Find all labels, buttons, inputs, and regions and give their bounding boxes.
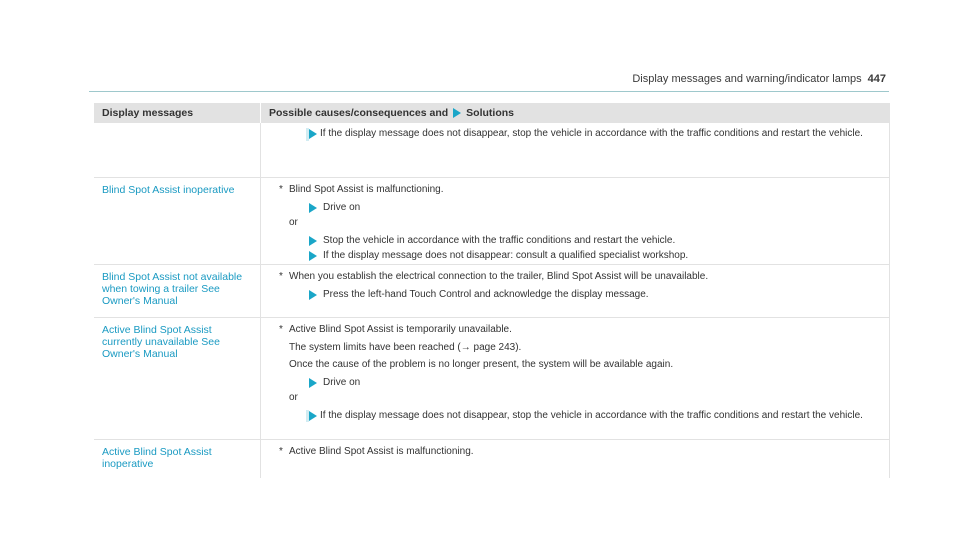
col-header-messages: Display messages (94, 103, 261, 123)
message-cell: Active Blind Spot Assist inoperative (94, 440, 261, 478)
solution-step: If the display message does not disappear: consult a qualified specialist workshop. (279, 250, 879, 263)
triangle-right-icon (309, 202, 323, 215)
table-row (94, 178, 890, 265)
cause-line: * Active Blind Spot Assist is temporarily unavailable. (279, 324, 512, 335)
solution-cell (261, 178, 890, 264)
section-title: Display messages and warning/indicator lamps (632, 73, 862, 85)
triangle-right-icon (453, 108, 461, 118)
solution-step: Drive on (279, 202, 879, 215)
table-header (94, 103, 890, 123)
solution-step: Drive on (279, 377, 879, 390)
message-cell: Blind Spot Assist inoperative (94, 178, 261, 264)
solution-step: If the display message does not disappear, stop the vehicle in accordance with the traffic conditions and restart the vehicle. (279, 410, 879, 423)
solution-cell (261, 318, 890, 439)
triangle-right-icon (306, 410, 320, 423)
solution-cell (261, 265, 890, 317)
solution-step: Stop the vehicle in accordance with the traffic conditions and restart the vehicle. (279, 235, 879, 248)
solution-cell (261, 440, 890, 478)
table-row (94, 440, 890, 478)
table-row (94, 265, 890, 318)
display-messages-table (94, 103, 890, 478)
triangle-right-icon (309, 377, 323, 390)
col-header-causes (261, 107, 890, 119)
table-row (94, 123, 890, 178)
table-row (94, 318, 890, 440)
message-cell: Blind Spot Assist not available when towing a trailer See Owner's Manual (94, 265, 261, 317)
page-number: 447 (867, 73, 886, 85)
or-text: or (289, 217, 298, 228)
header-rule (89, 91, 889, 92)
info-line: Once the cause of the problem is no longer present, the system will be available again. (289, 359, 674, 370)
triangle-right-icon (309, 289, 323, 302)
cause-line: * Blind Spot Assist is malfunctioning. (279, 184, 444, 195)
message-cell: Active Blind Spot Assist currently unavailable See Owner's Manual (94, 318, 261, 439)
page-header (632, 73, 886, 85)
col-header-causes-label: Possible causes/consequences and (269, 107, 449, 119)
or-text: or (289, 392, 298, 403)
cause-line: * Active Blind Spot Assist is malfunctioning. (279, 446, 474, 457)
solution-step: If the display message does not disappear, stop the vehicle in accordance with the traffic conditions and restart the vehicle. (279, 128, 879, 141)
info-line: The system limits have been reached (→ page 243). (289, 341, 522, 353)
triangle-right-icon (309, 235, 323, 248)
triangle-right-icon (306, 128, 320, 141)
triangle-right-icon (309, 250, 323, 263)
cause-line: * When you establish the electrical connection to the trailer, Blind Spot Assist will be unavailable. (279, 271, 709, 282)
message-cell (94, 123, 261, 177)
col-header-solutions-label: Solutions (466, 107, 515, 119)
solution-cell (261, 123, 890, 177)
solution-step: Press the left-hand Touch Control and acknowledge the display message. (279, 289, 879, 302)
